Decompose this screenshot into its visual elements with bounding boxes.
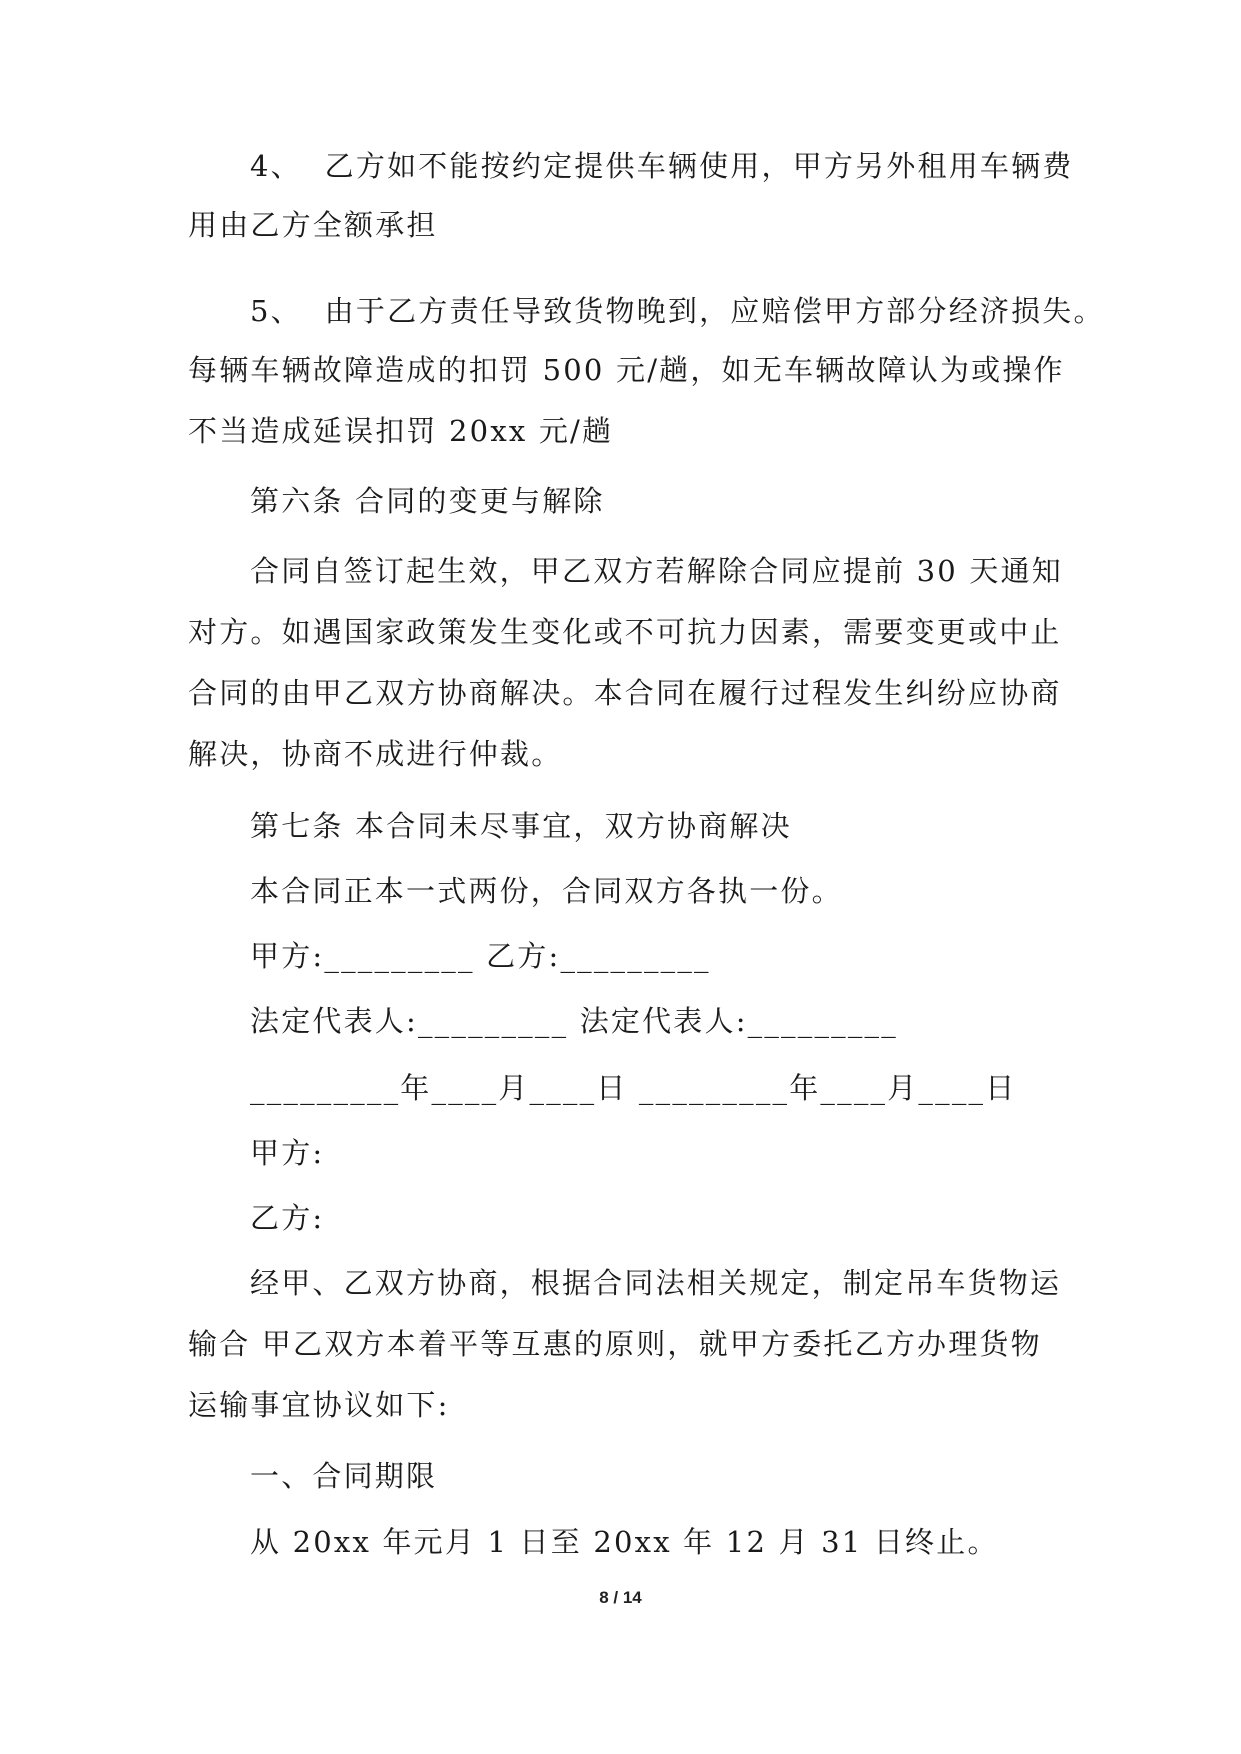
- section-heading: 一、合同期限: [250, 1459, 438, 1493]
- signature-line-party: 甲方:_________ 乙方:_________: [250, 939, 711, 973]
- signature-line-date: _________年____月____日 _________年____月____日: [250, 1071, 1017, 1105]
- paragraph-line: 输合 甲乙双方本着平等互惠的原则，就甲方委托乙方办理货物: [188, 1327, 1042, 1361]
- page-number: 8 / 14: [599, 1588, 642, 1607]
- party-a-label: 甲方:: [250, 1136, 325, 1170]
- paragraph-line: 从 20xx 年元月 1 日至 20xx 年 12 月 31 日终止。: [250, 1525, 999, 1559]
- section-heading: 第六条 合同的变更与解除: [250, 484, 605, 518]
- paragraph-line: 4、 乙方如不能按约定提供车辆使用，甲方另外租用车辆费: [250, 149, 1074, 183]
- paragraph-line: 合同的由甲乙双方协商解决。本合同在履行过程发生纠纷应协商: [188, 676, 1062, 710]
- party-b-label: 乙方:: [250, 1201, 325, 1235]
- paragraph-line: 不当造成延误扣罚 20xx 元/趟: [188, 414, 614, 448]
- paragraph-line: 对方。如遇国家政策发生变化或不可抗力因素，需要变更或中止: [188, 615, 1062, 649]
- paragraph-line: 运输事宜协议如下:: [188, 1388, 450, 1422]
- paragraph-line: 本合同正本一式两份，合同双方各执一份。: [250, 874, 843, 908]
- paragraph-line: 每辆车辆故障造成的扣罚 500 元/趟，如无车辆故障认为或操作: [188, 353, 1065, 387]
- section-heading: 第七条 本合同未尽事宜，双方协商解决: [250, 809, 792, 843]
- paragraph-line: 经甲、乙双方协商，根据合同法相关规定，制定吊车货物运: [250, 1266, 1062, 1300]
- paragraph-line: 解决，协商不成进行仲裁。: [188, 737, 563, 771]
- signature-line-representative: 法定代表人:_________ 法定代表人:_________: [250, 1004, 898, 1038]
- paragraph-line: 用由乙方全额承担: [188, 208, 438, 242]
- paragraph-line: 合同自签订起生效，甲乙双方若解除合同应提前 30 天通知: [250, 554, 1063, 588]
- paragraph-line: 5、 由于乙方责任导致货物晚到，应赔偿甲方部分经济损失。: [250, 294, 1105, 328]
